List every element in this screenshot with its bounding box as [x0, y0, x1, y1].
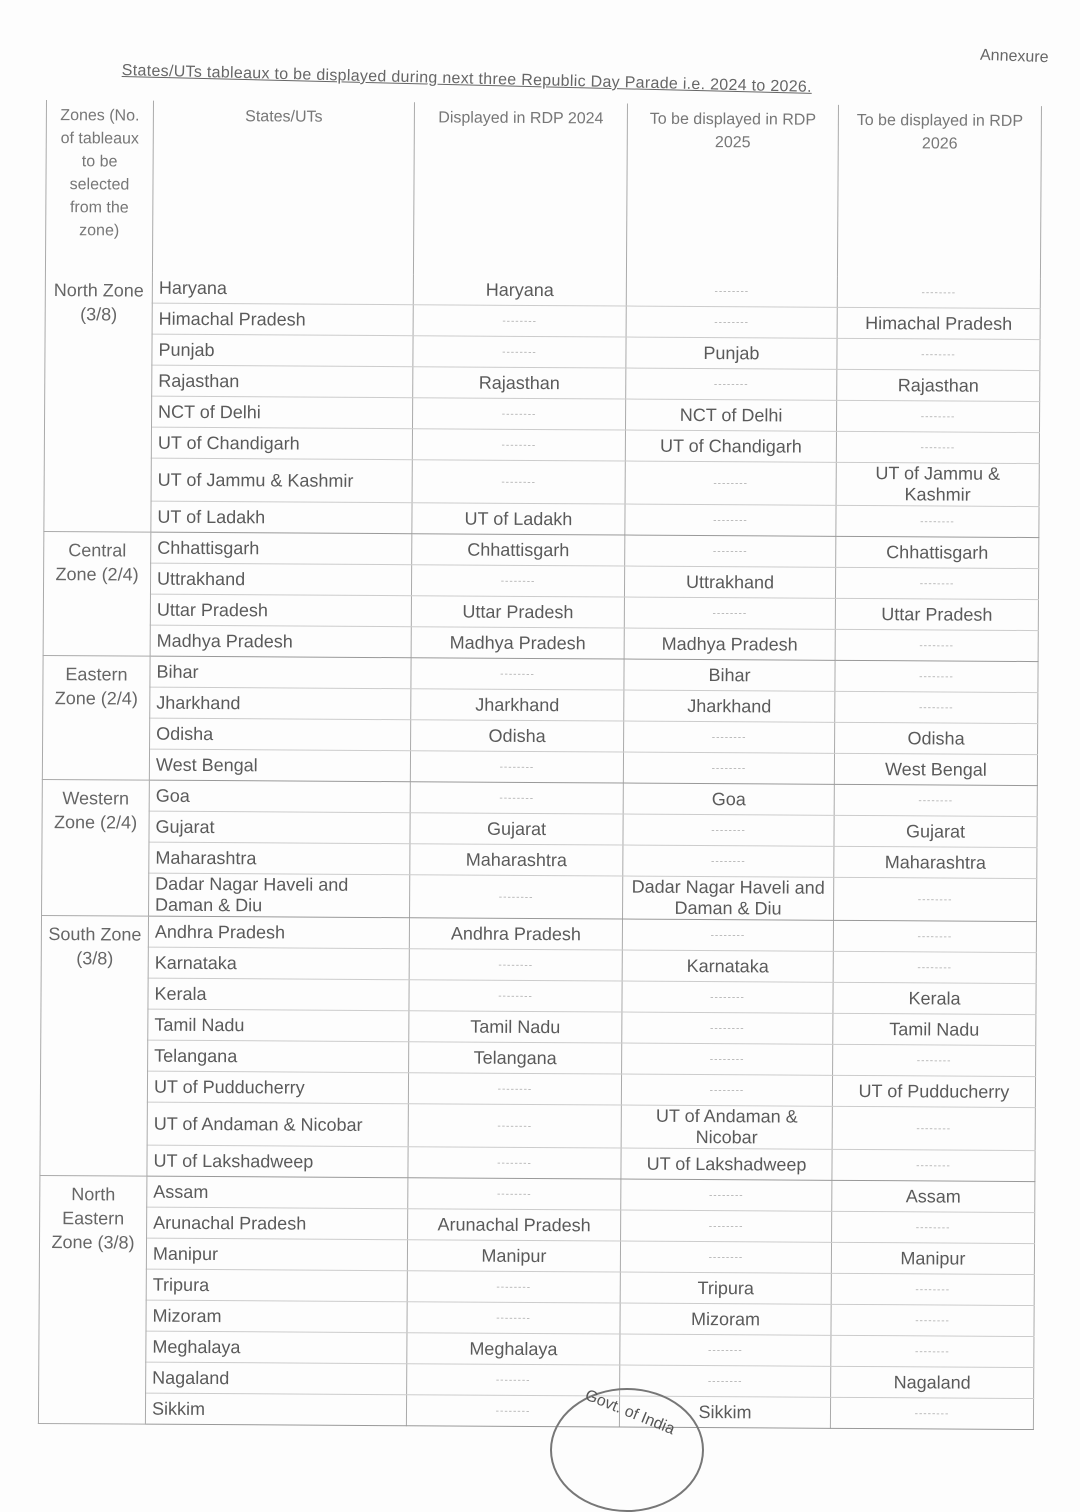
rdp-2024-cell: -------- — [413, 305, 626, 337]
rdp-2026-cell: Manipur — [831, 1242, 1034, 1274]
rdp-2025-cell: Punjab — [626, 337, 837, 369]
rdp-2025-cell: -------- — [626, 276, 837, 308]
rdp-2025-cell: UT of Andaman & Nicobar — [621, 1105, 832, 1149]
rdp-2026-cell: Gujarat — [834, 815, 1037, 847]
rdp-2025-cell: -------- — [622, 919, 833, 951]
state-cell: West Bengal — [149, 749, 410, 782]
rdp-2026-cell: -------- — [837, 338, 1040, 370]
state-cell: Maharashtra — [149, 842, 410, 875]
rdp-2024-cell: -------- — [407, 1302, 620, 1334]
rdp-2025-cell: -------- — [620, 1365, 831, 1397]
rdp-2025-cell: NCT of Delhi — [625, 399, 836, 431]
rdp-2025-cell: Dadar Nagar Haveli and Daman & Diu — [623, 876, 834, 920]
rdp-2024-cell: -------- — [408, 1147, 621, 1179]
rdp-2024-cell: Chhattisgarh — [412, 534, 625, 566]
rdp-2024-cell: -------- — [409, 980, 622, 1012]
state-cell: Odisha — [150, 718, 411, 751]
rdp-2025-cell: -------- — [623, 814, 834, 846]
rdp-2026-cell: -------- — [836, 431, 1039, 463]
zone-cell: Eastern Zone (2/4) — [42, 655, 150, 780]
rdp-2025-cell: UT of Chandigarh — [625, 430, 836, 462]
state-cell: Himachal Pradesh — [152, 303, 413, 336]
rdp-2025-cell: -------- — [624, 597, 835, 629]
state-cell: Jharkhand — [150, 687, 411, 720]
rdp-2026-cell: -------- — [835, 567, 1038, 599]
rdp-2024-cell: -------- — [407, 1271, 620, 1303]
rdp-2024-cell: Meghalaya — [407, 1333, 620, 1365]
rdp-2025-cell: -------- — [625, 535, 836, 567]
state-cell: UT of Ladakh — [151, 501, 412, 534]
state-cell: Tripura — [146, 1269, 407, 1302]
header-zones: Zones (No. of tableaux to be selected from the zone) — [45, 100, 153, 273]
rdp-2024-cell: Andhra Pradesh — [409, 918, 622, 950]
table-row — [38, 1392, 1033, 1429]
state-cell: Andhra Pradesh — [148, 916, 409, 949]
header-row — [45, 100, 1041, 278]
rdp-2026-cell: -------- — [833, 920, 1036, 952]
rdp-2026-cell: Maharashtra — [834, 846, 1037, 878]
rdp-2024-cell: -------- — [408, 1104, 621, 1148]
state-cell: UT of Pudducherry — [147, 1071, 408, 1104]
state-cell: Mizoram — [146, 1300, 407, 1333]
rdp-2025-cell: -------- — [623, 845, 834, 877]
rdp-2024-cell: Jharkhand — [411, 689, 624, 721]
header-2025: To be displayed in RDP 2025 — [626, 104, 838, 277]
rdp-2024-cell: Madhya Pradesh — [411, 627, 624, 659]
rdp-2024-cell: -------- — [411, 565, 624, 597]
state-cell: NCT of Delhi — [152, 396, 413, 429]
rdp-2026-cell: Kerala — [833, 982, 1036, 1014]
state-cell: UT of Chandigarh — [151, 427, 412, 460]
zone-cell: South Zone (3/8) — [40, 915, 149, 1176]
rdp-2025-cell: -------- — [622, 981, 833, 1013]
rdp-2024-cell: Rajasthan — [413, 367, 626, 399]
government-seal: Govt. of India — [550, 1388, 704, 1512]
state-cell: Telangana — [148, 1040, 409, 1073]
rdp-2026-cell: -------- — [835, 629, 1038, 661]
rdp-2025-cell: -------- — [621, 1210, 832, 1242]
rdp-2026-cell: Nagaland — [831, 1366, 1034, 1398]
zone-cell: North Eastern Zone (3/8) — [38, 1175, 147, 1424]
rdp-2025-cell: Bihar — [624, 659, 835, 691]
rdp-2024-cell: Gujarat — [410, 813, 623, 845]
table-row — [40, 1101, 1035, 1150]
header-2026: To be displayed in RDP 2026 — [837, 105, 1041, 278]
zone-cell: Western Zone (2/4) — [42, 779, 150, 916]
rdp-2024-cell: -------- — [408, 1178, 621, 1210]
rdp-2025-cell: -------- — [624, 721, 835, 753]
rdp-2024-cell: Haryana — [413, 274, 626, 306]
rdp-2024-cell: Telangana — [409, 1042, 622, 1074]
state-cell: Karnataka — [148, 947, 409, 980]
rdp-2026-cell: -------- — [836, 505, 1039, 537]
rdp-2026-cell: -------- — [835, 691, 1038, 723]
rdp-2025-cell: Uttrakhand — [624, 566, 835, 598]
rdp-2024-cell: -------- — [412, 398, 625, 430]
rdp-2025-cell: -------- — [620, 1334, 831, 1366]
state-cell: Manipur — [146, 1238, 407, 1271]
state-cell: Assam — [147, 1176, 408, 1209]
rdp-2025-cell: -------- — [623, 752, 834, 784]
state-cell: Uttar Pradesh — [150, 594, 411, 627]
rdp-2024-cell: -------- — [406, 1395, 619, 1427]
rdp-2026-cell: -------- — [833, 1044, 1036, 1076]
rdp-2024-cell: -------- — [409, 949, 622, 981]
rdp-2025-cell: Goa — [623, 783, 834, 815]
header-states: States/UTs — [152, 101, 414, 275]
table-row — [44, 457, 1039, 506]
state-cell: Tamil Nadu — [148, 1009, 409, 1042]
rdp-2026-cell: -------- — [831, 1335, 1034, 1367]
zone-cell: North Zone (3/8) — [44, 272, 153, 532]
rdp-2025-cell: -------- — [626, 368, 837, 400]
rdp-2024-cell: -------- — [412, 429, 625, 461]
rdp-2026-cell: Tamil Nadu — [833, 1013, 1036, 1045]
rdp-2025-cell: -------- — [620, 1241, 831, 1273]
rdp-2026-cell: Chhattisgarh — [836, 536, 1039, 568]
rdp-2026-cell: -------- — [832, 1106, 1035, 1150]
state-cell: Nagaland — [146, 1362, 407, 1395]
rdp-2025-cell: Sikkim — [619, 1396, 830, 1428]
rdp-2025-cell: Mizoram — [620, 1303, 831, 1335]
rdp-2025-cell: Jharkhand — [624, 690, 835, 722]
rdp-2024-cell: -------- — [410, 782, 623, 814]
state-cell: Punjab — [152, 334, 413, 367]
rdp-2024-cell: -------- — [411, 658, 624, 690]
rdp-2026-cell: Odisha — [835, 722, 1038, 754]
rdp-2025-cell: Karnataka — [622, 950, 833, 982]
rdp-2024-cell: Manipur — [407, 1240, 620, 1272]
rdp-2026-cell: -------- — [832, 1149, 1035, 1181]
annexure-label: Annexure — [979, 46, 1049, 67]
rdp-2026-cell: -------- — [837, 277, 1040, 309]
rdp-2026-cell: -------- — [834, 877, 1037, 921]
rdp-2024-cell: Maharashtra — [410, 844, 623, 876]
rdp-2024-cell: -------- — [407, 1364, 620, 1396]
rdp-2024-cell: Arunachal Pradesh — [408, 1209, 621, 1241]
rdp-2024-cell: Tamil Nadu — [409, 1011, 622, 1043]
rdp-2026-cell: Himachal Pradesh — [837, 307, 1040, 339]
rdp-2025-cell: Madhya Pradesh — [624, 628, 835, 660]
rdp-2026-cell: West Bengal — [834, 753, 1037, 785]
rdp-2026-cell: -------- — [836, 400, 1039, 432]
rdp-2025-cell: Tripura — [620, 1272, 831, 1304]
state-cell: Bihar — [150, 656, 411, 689]
rdp-2024-cell: -------- — [408, 1073, 621, 1105]
rdp-2026-cell: -------- — [831, 1304, 1034, 1336]
rdp-2026-cell: Assam — [832, 1180, 1035, 1212]
rdp-2025-cell: -------- — [625, 461, 836, 505]
rdp-2025-cell: UT of Lakshadweep — [621, 1148, 832, 1180]
rdp-2025-cell: -------- — [621, 1074, 832, 1106]
zone-cell: Central Zone (2/4) — [43, 531, 151, 656]
rdp-2025-cell: -------- — [622, 1012, 833, 1044]
state-cell: Gujarat — [149, 811, 410, 844]
rdp-2026-cell: -------- — [831, 1273, 1034, 1305]
rdp-2026-cell: UT of Pudducherry — [832, 1075, 1035, 1107]
rdp-2024-cell: UT of Ladakh — [412, 503, 625, 535]
rdp-2024-cell: Odisha — [411, 720, 624, 752]
state-cell: Rajasthan — [152, 365, 413, 398]
state-cell: Sikkim — [145, 1393, 406, 1426]
rdp-2026-cell: Uttar Pradesh — [835, 598, 1038, 630]
state-cell: Chhattisgarh — [151, 532, 412, 565]
state-cell: Arunachal Pradesh — [147, 1207, 408, 1240]
rdp-2025-cell: -------- — [626, 306, 837, 338]
rdp-2024-cell: -------- — [412, 460, 625, 504]
state-cell: UT of Lakshadweep — [147, 1145, 408, 1178]
state-cell: Kerala — [148, 978, 409, 1011]
document-title: States/UTs tableaux to be displayed during next three Republic Day Parade i.e. 2024 to 2026. — [121, 62, 813, 96]
rdp-2026-cell: -------- — [830, 1397, 1033, 1429]
state-cell: Goa — [149, 780, 410, 813]
state-cell: Dadar Nagar Haveli and Daman & Diu — [149, 873, 410, 918]
rdp-2026-cell: -------- — [835, 660, 1038, 692]
rdp-2026-cell: UT of Jammu & Kashmir — [836, 462, 1039, 506]
rdp-2024-cell: -------- — [410, 875, 623, 919]
rdp-2026-cell: -------- — [832, 1211, 1035, 1243]
rdp-2024-cell: -------- — [410, 751, 623, 783]
rdp-2025-cell: -------- — [625, 504, 836, 536]
header-2024: Displayed in RDP 2024 — [413, 102, 627, 275]
rdp-2026-cell: -------- — [834, 784, 1037, 816]
state-cell: UT of Andaman & Nicobar — [147, 1102, 408, 1147]
rdp-2024-cell: -------- — [413, 336, 626, 368]
state-cell: UT of Jammu & Kashmir — [151, 458, 412, 503]
rdp-2026-cell: -------- — [833, 951, 1036, 983]
state-cell: Meghalaya — [146, 1331, 407, 1364]
rdp-2026-cell: Rajasthan — [837, 369, 1040, 401]
state-cell: Uttrakhand — [150, 563, 411, 596]
state-cell: Haryana — [152, 273, 413, 305]
rdp-2025-cell: -------- — [622, 1043, 833, 1075]
table-row — [42, 872, 1037, 921]
state-cell: Madhya Pradesh — [150, 625, 411, 658]
tableaux-table — [38, 100, 1042, 1430]
rdp-2025-cell: -------- — [621, 1179, 832, 1211]
rdp-2024-cell: Uttar Pradesh — [411, 596, 624, 628]
